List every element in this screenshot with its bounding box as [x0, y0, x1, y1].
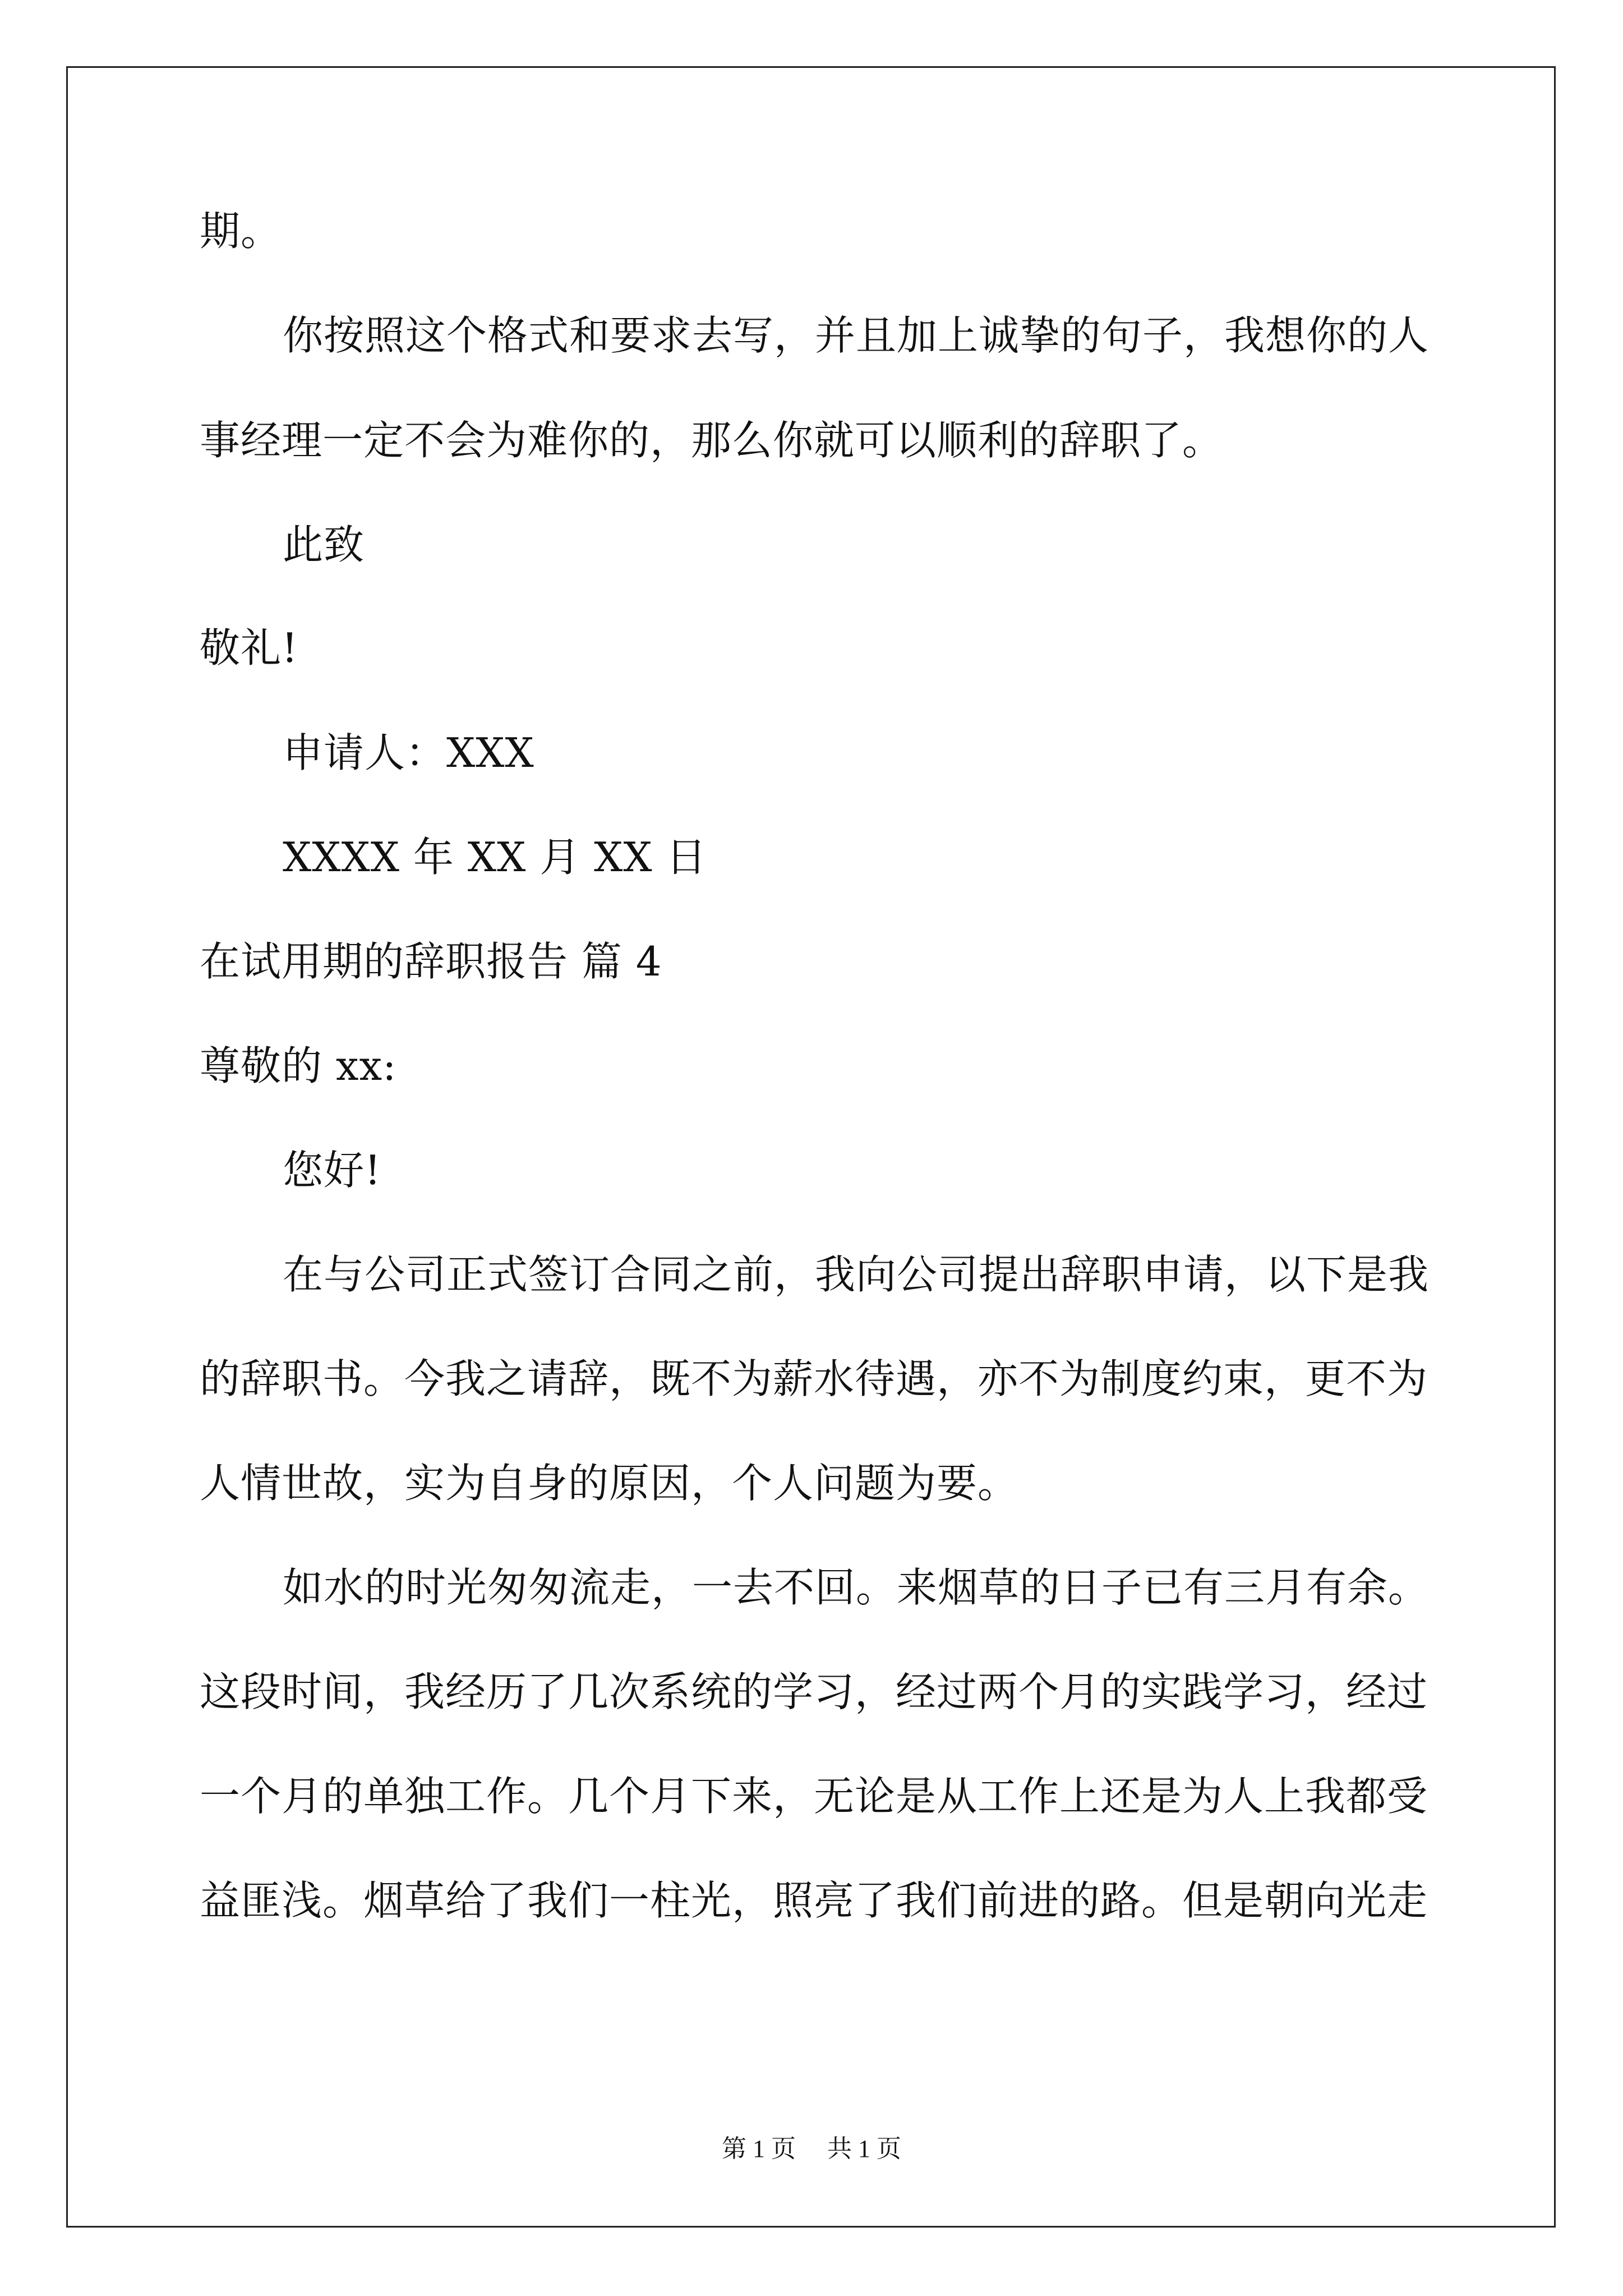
section-heading: 在试用期的辞职报告 篇 4: [200, 938, 662, 985]
page-total: 共 1 页: [827, 2135, 901, 2162]
page-footer: [0, 2133, 1623, 2165]
closing-salutation: 此致: [283, 521, 365, 568]
greeting: 您好!: [283, 1147, 381, 1194]
date-line: XXXX 年 XX 月 XX 日: [283, 834, 707, 881]
text-line: 你按照这个格式和要求去写，并且加上诚挚的句子，我想你的人: [283, 312, 1430, 359]
applicant-line: 申请人：XXX: [283, 729, 534, 776]
text-line: 这段时间，我经历了几次系统的学习，经过两个月的实践学习，经过: [200, 1668, 1428, 1715]
text-line: 期。: [200, 208, 282, 255]
text-line: 一个月的单独工作。几个月下来，无论是从工作上还是为人上我都受: [200, 1773, 1428, 1820]
text-line: 人情世故，实为自身的原因，个人问题为要。: [200, 1460, 1019, 1507]
page-number: 第 1 页: [722, 2135, 796, 2162]
text-line: 益匪浅。烟草给了我们一柱光，照亮了我们前进的路。但是朝向光走: [200, 1877, 1428, 1924]
text-line: 事经理一定不会为难你的，那么你就可以顺利的辞职了。: [200, 417, 1224, 464]
text-line: 在与公司正式签订合同之前，我向公司提出辞职申请，以下是我: [283, 1251, 1430, 1298]
greeting-recipient: 尊敬的 xx:: [200, 1042, 397, 1089]
text-line: 的辞职书。今我之请辞，既不为薪水待遇，亦不为制度约束，更不为: [200, 1355, 1428, 1402]
closing-regards: 敬礼!: [200, 624, 298, 671]
text-line: 如水的时光匆匆流走，一去不回。来烟草的日子已有三月有余。: [283, 1564, 1430, 1611]
